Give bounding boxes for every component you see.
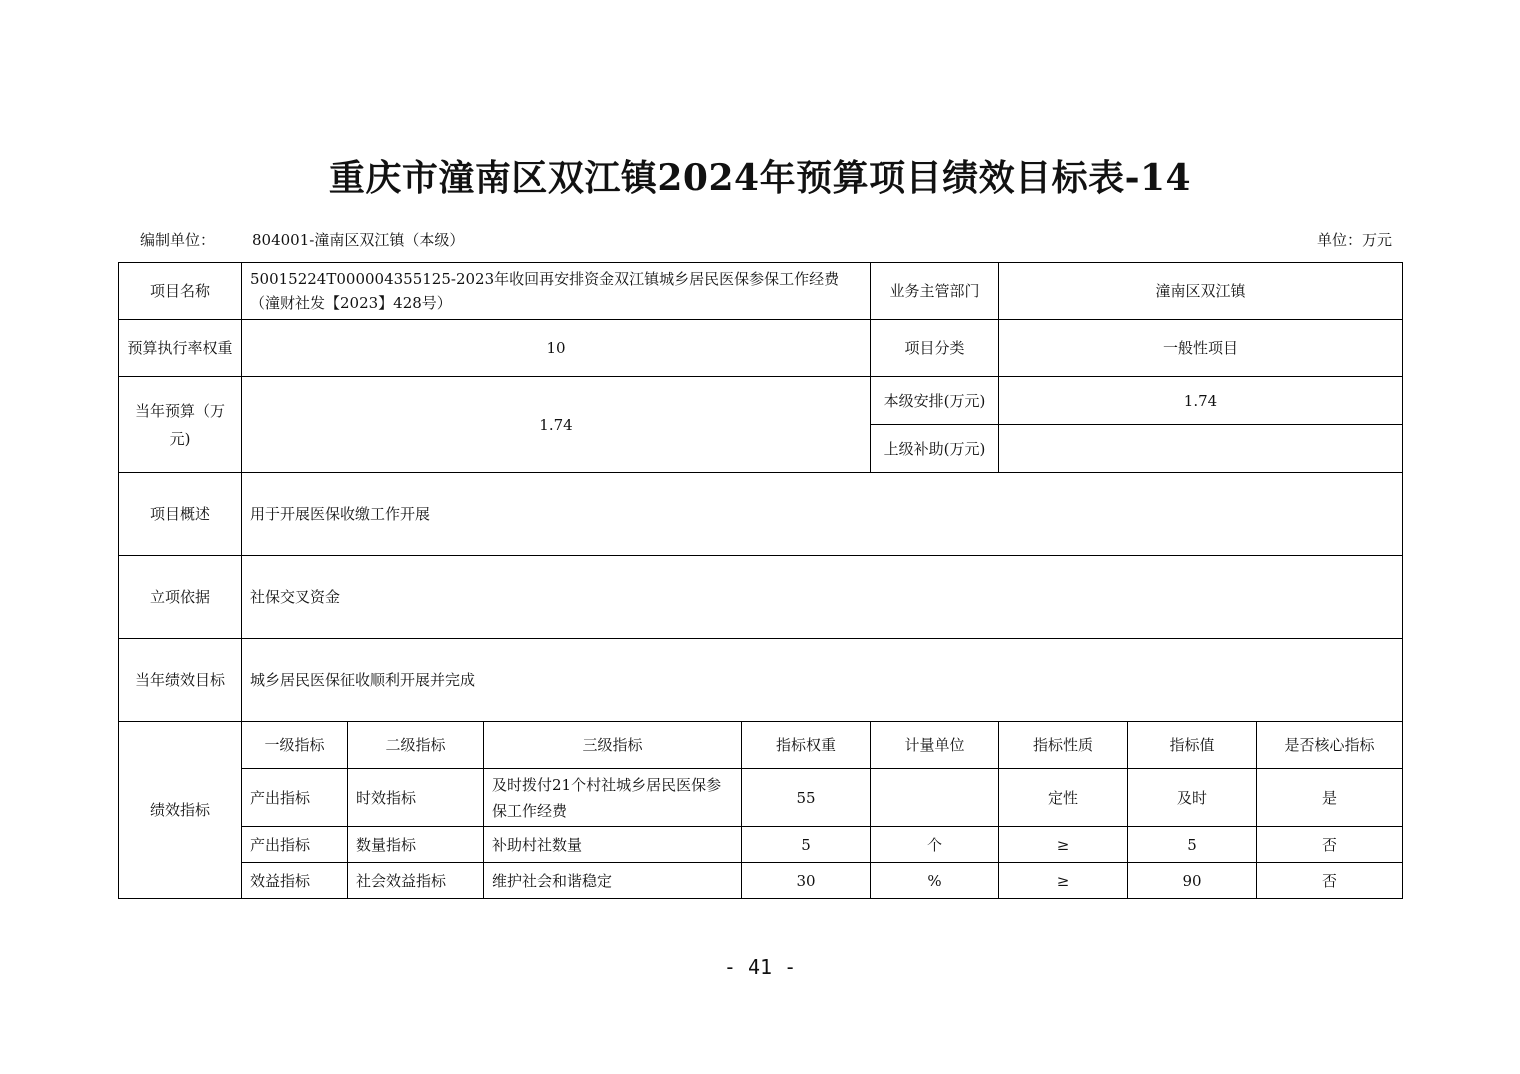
row-nature: 定性 bbox=[999, 769, 1128, 827]
row-unit bbox=[871, 769, 999, 827]
table-row bbox=[119, 769, 1403, 827]
local-funding-value: 1.74 bbox=[999, 377, 1403, 425]
dept-label: 业务主管部门 bbox=[871, 263, 999, 320]
goal-value: 城乡居民医保征收顺利开展并完成 bbox=[242, 639, 1403, 722]
row-weight: 5 bbox=[742, 827, 871, 863]
header-unit: 计量单位 bbox=[871, 722, 999, 769]
basis-label: 立项依据 bbox=[119, 556, 242, 639]
rate-value: 10 bbox=[242, 320, 871, 377]
local-funding-label: 本级安排(万元) bbox=[871, 377, 999, 425]
row-weight: 55 bbox=[742, 769, 871, 827]
table-row bbox=[119, 863, 1403, 899]
row-nature: ≥ bbox=[999, 827, 1128, 863]
row-level3: 及时拨付21个村社城乡居民医保参保工作经费 bbox=[484, 769, 742, 827]
row-level2: 数量指标 bbox=[348, 827, 484, 863]
basis-value: 社保交叉资金 bbox=[242, 556, 1403, 639]
row-core: 否 bbox=[1257, 863, 1403, 899]
category-value: 一般性项目 bbox=[999, 320, 1403, 377]
header-weight: 指标权重 bbox=[742, 722, 871, 769]
dept-value: 潼南区双江镇 bbox=[999, 263, 1403, 320]
row-core: 是 bbox=[1257, 769, 1403, 827]
row-level2: 社会效益指标 bbox=[348, 863, 484, 899]
row-level3: 补助村社数量 bbox=[484, 827, 742, 863]
goal-label: 当年绩效目标 bbox=[119, 639, 242, 722]
row-level1: 效益指标 bbox=[242, 863, 348, 899]
project-name-value: 50015224T000004355125-2023年收回再安排资金双江镇城乡居民医保参保工作经费（潼财社发【2023】428号） bbox=[242, 263, 871, 320]
row-value: 及时 bbox=[1128, 769, 1257, 827]
row-value: 90 bbox=[1128, 863, 1257, 899]
header-value: 指标值 bbox=[1128, 722, 1257, 769]
unit-label: 编制单位： bbox=[140, 231, 216, 249]
row-core: 否 bbox=[1257, 827, 1403, 863]
upper-funding-label: 上级补助(万元) bbox=[871, 425, 999, 473]
row-value: 5 bbox=[1128, 827, 1257, 863]
rate-label: 预算执行率权重 bbox=[119, 320, 242, 377]
budget-label: 当年预算（万元) bbox=[119, 377, 242, 473]
currency-unit: 单位：万元 bbox=[1316, 231, 1392, 249]
row-level3: 维护社会和谐稳定 bbox=[484, 863, 742, 899]
overview-label: 项目概述 bbox=[119, 473, 242, 556]
page-number: - 41 - bbox=[723, 955, 797, 979]
page-title: 重庆市潼南区双江镇2024年预算项目绩效目标表-14 bbox=[328, 157, 1192, 199]
project-name-label: 项目名称 bbox=[119, 263, 242, 320]
indicators-section-label: 绩效指标 bbox=[119, 722, 242, 899]
row-weight: 30 bbox=[742, 863, 871, 899]
header-level2: 二级指标 bbox=[348, 722, 484, 769]
table-row bbox=[119, 827, 1403, 863]
upper-funding-value bbox=[999, 425, 1403, 473]
row-level2: 时效指标 bbox=[348, 769, 484, 827]
unit-value: 804001-潼南区双江镇（本级） bbox=[252, 231, 465, 249]
category-label: 项目分类 bbox=[871, 320, 999, 377]
row-unit: 个 bbox=[871, 827, 999, 863]
overview-value: 用于开展医保收缴工作开展 bbox=[242, 473, 1403, 556]
row-level1: 产出指标 bbox=[242, 827, 348, 863]
header-core: 是否核心指标 bbox=[1257, 722, 1403, 769]
row-unit: % bbox=[871, 863, 999, 899]
row-level1: 产出指标 bbox=[242, 769, 348, 827]
row-nature: ≥ bbox=[999, 863, 1128, 899]
performance-table bbox=[118, 262, 1403, 899]
header-level3: 三级指标 bbox=[484, 722, 742, 769]
budget-value: 1.74 bbox=[242, 377, 871, 473]
header-nature: 指标性质 bbox=[999, 722, 1128, 769]
header-level1: 一级指标 bbox=[242, 722, 348, 769]
